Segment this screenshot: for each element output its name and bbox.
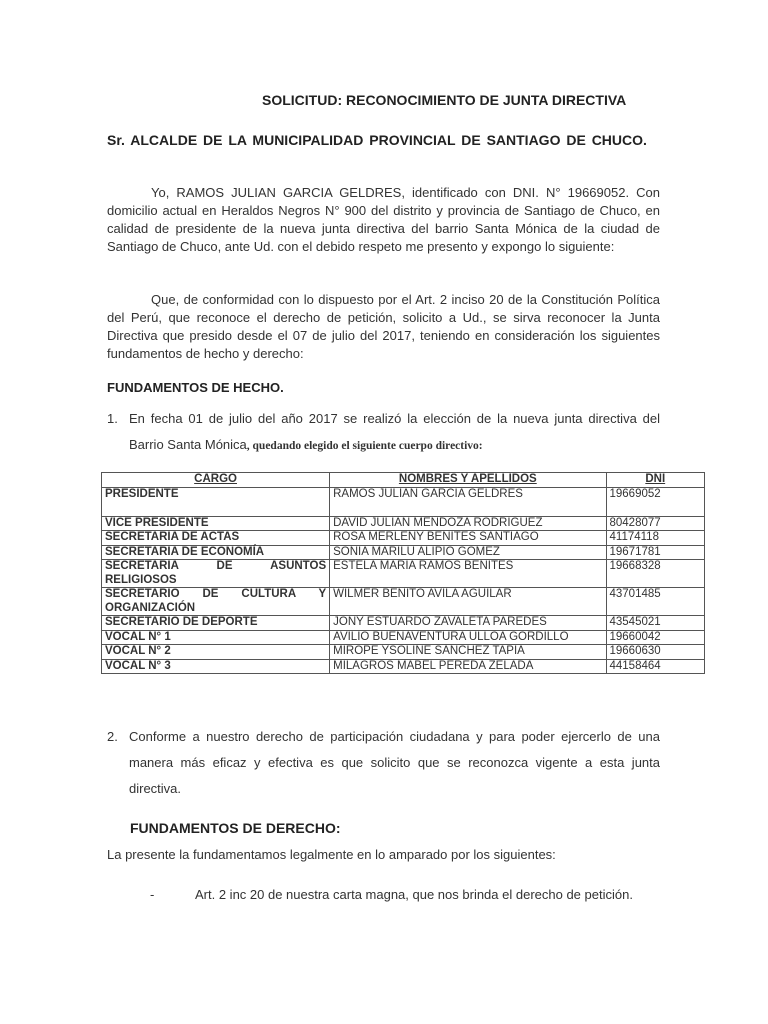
intro-derecho: La presente la fundamentamos legalmente en lo amparado por los siguientes:	[107, 847, 556, 862]
cell-dni: 44158464	[606, 659, 705, 674]
section-heading-hecho: FUNDAMENTOS DE HECHO.	[107, 380, 284, 395]
cell-dni: 19671781	[606, 545, 705, 560]
cell-dni: 43701485	[606, 588, 705, 616]
paragraph-request-text: Que, de conformidad con lo dispuesto por el Art. 2 inciso 20 de la Constitución Política del Perú, que reconoce el derecho de petición, solicito a Ud., se sirva reconocer la Junta Directiva que presido desde el 07 de julio del 2017, teniendo en consideración los siguientes fundamentos de hecho y derecho:	[107, 292, 660, 361]
cell-nombre: MIROPE YSOLINE SANCHEZ TAPIA	[330, 645, 606, 660]
cell-nombre: AVILIO BUENAVENTURA ULLOA GORDILLO	[330, 630, 606, 645]
list-number: 1.	[107, 411, 118, 426]
header-dni	[606, 473, 705, 488]
directive-table	[101, 472, 705, 674]
table-row	[102, 630, 705, 645]
paragraph-intro	[107, 184, 660, 256]
table-row	[102, 516, 705, 531]
list-item-text: Conforme a nuestro derecho de participación ciudadana y para poder ejercerlo de una manera más eficaz y efectiva es que solicito que se reconozca vigente a esta junta directiva.	[129, 729, 660, 796]
cell-nombre: JONY ESTUARDO ZAVALETA PAREDES	[330, 616, 606, 631]
cell-dni: 19668328	[606, 560, 705, 588]
table-row	[102, 659, 705, 674]
cell-nombre: ESTELA MARIA RAMOS BENITES	[330, 560, 606, 588]
cell-nombre: WILMER BENITO AVILA AGUILAR	[330, 588, 606, 616]
cell-nombre: DAVID JULIAN MENDOZA RODRIGUEZ	[330, 516, 606, 531]
cell-dni: 41174118	[606, 531, 705, 546]
table-row	[102, 531, 705, 546]
table-row	[102, 616, 705, 631]
header-nombres	[330, 473, 606, 488]
list-number: 2.	[107, 729, 118, 744]
cell-cargo: SECRETARIA DE ECONOMÍA	[102, 545, 330, 560]
list-item-text	[129, 406, 660, 459]
addressee: Sr. ALCALDE DE LA MUNICIPALIDAD PROVINCIAL DE SANTIAGO DE CHUCO.	[107, 132, 647, 148]
header-cargo-label: CARGO	[194, 473, 237, 485]
table-header-row	[102, 473, 705, 488]
table-row	[102, 588, 705, 616]
table-row	[102, 545, 705, 560]
section-heading-derecho: FUNDAMENTOS DE DERECHO:	[130, 820, 341, 836]
cell-dni: 19660042	[606, 630, 705, 645]
header-cargo	[102, 473, 330, 488]
list-item-text-serif: , quedando elegido el siguiente cuerpo directivo:	[246, 440, 483, 452]
header-nombres-label: NOMBRES Y APELLIDOS	[398, 473, 537, 485]
table-row	[102, 560, 705, 588]
paragraph-intro-text: Yo, RAMOS JULIAN GARCIA GELDRES, identificado con DNI. N° 19669052. Con domicilio actual en Heraldos Negros N° 900 del distrito y provincia de Santiago de Chuco, en calidad de presidente de la nueva junta directiva del barrio Santa Mónica de la ciudad de Santiago de Chuco, ante Ud. con el debido respeto me presento y expongo lo siguiente:	[107, 185, 660, 254]
cell-cargo: SECRETARIO DE CULTURA Y ORGANIZACIÓN	[102, 588, 330, 616]
cell-cargo: SECRETARIO DE DEPORTE	[102, 616, 330, 631]
bullet-text: Art. 2 inc 20 de nuestra carta magna, que nos brinda el derecho de petición.	[195, 887, 633, 902]
list-item-1	[107, 406, 660, 460]
cell-dni: 19660630	[606, 645, 705, 660]
cell-cargo: PRESIDENTE	[102, 487, 330, 516]
table-row	[102, 645, 705, 660]
cell-nombre: ROSA MERLENY BENITES SANTIAGO	[330, 531, 606, 546]
cell-cargo: VOCAL N° 1	[102, 630, 330, 645]
cell-nombre: RAMOS JULIAN GARCIA GELDRES	[330, 487, 606, 516]
cell-cargo: VICE PRESIDENTE	[102, 516, 330, 531]
document-title: SOLICITUD: RECONOCIMIENTO DE JUNTA DIRECTIVA	[262, 92, 627, 108]
cell-dni: 43545021	[606, 616, 705, 631]
paragraph-request	[107, 291, 660, 363]
header-dni-label: DNI	[645, 473, 666, 485]
list-item-2	[107, 724, 660, 804]
cell-cargo: VOCAL N° 3	[102, 659, 330, 674]
cell-cargo: SECRETARIA DE ASUNTOS RELIGIOSOS	[102, 560, 330, 588]
cell-dni: 19669052	[606, 487, 705, 516]
cell-cargo: SECRETARIA DE ACTAS	[102, 531, 330, 546]
cell-dni: 80428077	[606, 516, 705, 531]
cell-cargo: VOCAL N° 2	[102, 645, 330, 660]
bullet-marker: -	[150, 887, 155, 902]
table-row	[102, 487, 705, 516]
list-item-text-main: En fecha 01 de julio del año 2017 se realizó la elección de la nueva junta directiva del Barrio Santa Mónica	[129, 411, 660, 452]
cell-nombre: MILAGROS MABEL PEREDA ZELADA	[330, 659, 606, 674]
cell-nombre: SONIA MARILU ALIPIO GOMEZ	[330, 545, 606, 560]
